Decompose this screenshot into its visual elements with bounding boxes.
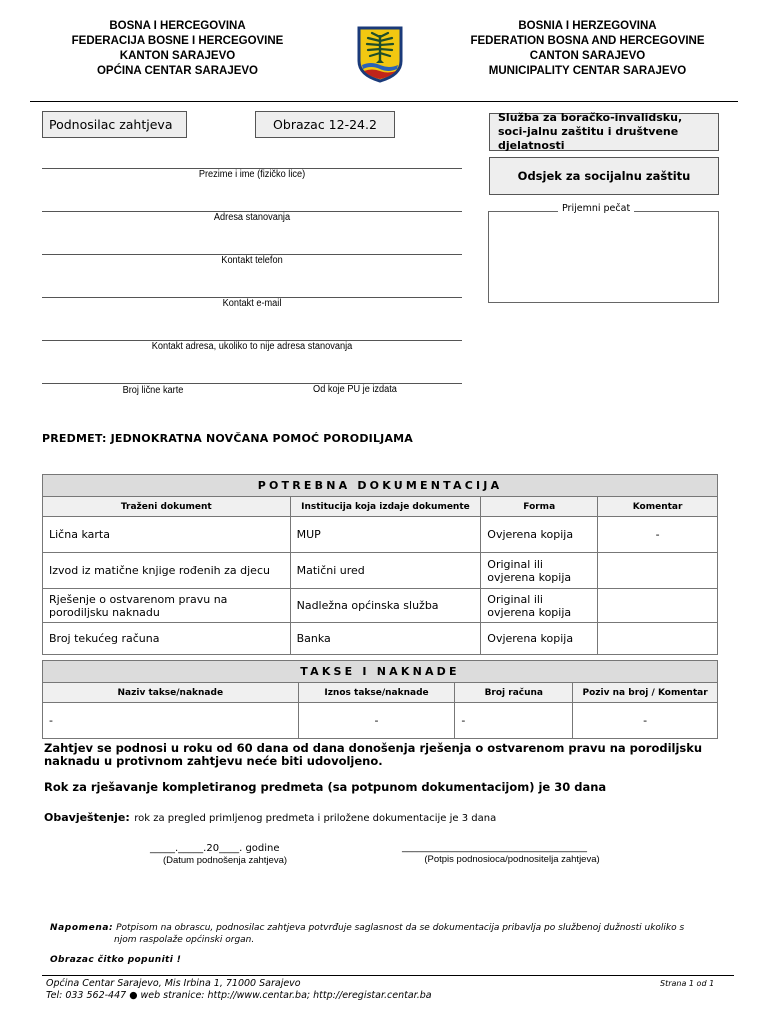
institution-cell: Banka [290,623,481,655]
fees-table [42,660,718,739]
documents-table [42,474,718,655]
resolution-text: Rok za rješavanje kompletiranog predmeta (sa potpunom dokumentacijom) je 30 dana [44,780,607,794]
signature-field[interactable]: _____________________________________ [402,842,587,853]
document-cell: Lična karta [43,517,291,553]
institution-cell: MUP [290,517,481,553]
header-right-line-3: CANTON SARAJEVO [529,50,646,62]
notice-line [44,808,718,826]
note-label: Napomena: [50,923,114,933]
receipt-stamp-label: Prijemni pečat [558,203,634,214]
comment-cell [598,589,718,623]
fees-header-amount: Iznos takse/naknade [298,683,455,703]
form-cell: Original ili ovjerena kopija [481,589,598,623]
footer-contact: Tel: 033 562-447 ● web stranice: http://www.centar.ba; http://eregistar.centar.ba [46,990,432,1001]
header-left-line-4: OPĆINA CENTAR SARAJEVO [96,65,259,77]
deadline-text: Zahtjev se podnosi u roku od 60 dana od dana donošenja rješenja o ostvarenom pravu na porodiljsku naknadu u protivnom zahtjevu neće biti udovoljeno. [44,741,703,768]
fee-reference-cell: - [573,703,718,739]
form-cell: Ovjerena kopija [481,517,598,553]
table-row [43,589,718,623]
section-box: Odsjek za socijalnu zaštitu [489,157,719,195]
fee-amount-cell: - [298,703,455,739]
form-cell: Ovjerena kopija [481,623,598,655]
header-left-line-3: KANTON SARAJEVO [119,50,236,62]
signature-caption: (Potpis podnosioca/podnositelja zahtjeva) [424,854,600,865]
page-number: Strana 1 od 1 [660,979,715,988]
header-left-block [50,19,305,79]
documents-header-institution: Institucija koja izdaje dokumente [290,497,481,517]
documents-header-document: Traženi dokument [43,497,291,517]
header-right-block [460,19,715,79]
header-divider [30,101,738,102]
footer-divider [42,975,734,976]
fees-header-reference: Poziv na broj / Komentar [573,683,718,703]
documents-table-title: POTREBNA DOKUMENTACIJA [43,475,718,497]
form-number-box: Obrazac 12-24.2 [255,111,395,138]
subject-title: PREDMET: JEDNOKRATNA NOVČANA POMOĆ PORODILJAMA [42,432,414,445]
note-line [50,922,730,934]
id-card-field-label: Broj lične karte [122,385,184,396]
header-right-line-2: FEDERATION BOSNA AND HERCEGOVINE [470,35,705,47]
header-left-line-2: FEDERACIJA BOSNE I HERCEGOVINE [71,35,284,47]
form-cell: Original ili ovjerena kopija [481,553,598,589]
footer-address: Općina Centar Sarajevo, Mis Irbina 1, 71000 Sarajevo [46,978,301,989]
comment-cell [598,623,718,655]
table-row [43,703,718,739]
comment-cell: - [598,517,718,553]
fees-header-name: Naziv takse/naknade [43,683,299,703]
table-row [43,623,718,655]
name-field-label: Prezime i ime (fizičko lice) [198,169,306,180]
header-right-line-4: MUNICIPALITY CENTAR SARAJEVO [488,65,687,77]
institution-cell: Matični ured [290,553,481,589]
note-text-continued: njom raspolaže općinski organ. [114,935,255,945]
institution-cell: Nadležna općinska služba [290,589,481,623]
notice-label: Obavještenje: [44,811,130,824]
document-cell: Izvod iz matične knjige rođenih za djecu [43,553,291,589]
applicant-box: Podnosilac zahtjeva [42,111,187,138]
fees-header-account: Broj računa [455,683,573,703]
legibility-note: Obrazac čitko popuniti ! [50,955,182,965]
comment-cell [598,553,718,589]
documents-header-form: Forma [481,497,598,517]
header-left-line-1: BOSNA I HERCEGOVINA [109,20,246,32]
receipt-stamp-area [488,211,719,303]
email-field-label: Kontakt e-mail [222,298,282,309]
date-field[interactable]: _____._____.20____. godine [150,843,280,854]
phone-field-label: Kontakt telefon [221,255,283,266]
fees-table-title: TAKSE I NAKNADE [43,661,718,683]
service-box: Služba za boračko-invalidsku, soci-jalnu zaštitu i društvene djelatnosti [489,113,719,151]
document-cell: Rješenje o ostvarenom pravu na porodiljsku naknadu [43,589,291,623]
table-row [43,553,718,589]
documents-header-comment: Komentar [598,497,718,517]
fee-account-cell: - [455,703,573,739]
address-field-label: Adresa stanovanja [213,212,291,223]
table-row [43,517,718,553]
note-text: Potpisom na obrascu, podnosilac zahtjeva potvrđuje saglasnost da se dokumentacija pribavlja po službenoj dužnosti ukoliko s [116,923,685,933]
fee-name-cell: - [43,703,299,739]
municipality-crest-icon [356,25,404,83]
contact-address-field-label: Kontakt adresa, ukoliko to nije adresa stanovanja [151,341,353,352]
header-right-line-1: BOSNIA I HERZEGOVINA [518,20,657,32]
issued-by-field-label: Od koje PU je izdata [313,384,397,395]
document-cell: Broj tekućeg računa [43,623,291,655]
date-caption: (Datum podnošenja zahtjeva) [162,855,288,866]
notice-text: rok za pregled primljenog predmeta i priložene dokumentacije je 3 dana [134,813,497,824]
